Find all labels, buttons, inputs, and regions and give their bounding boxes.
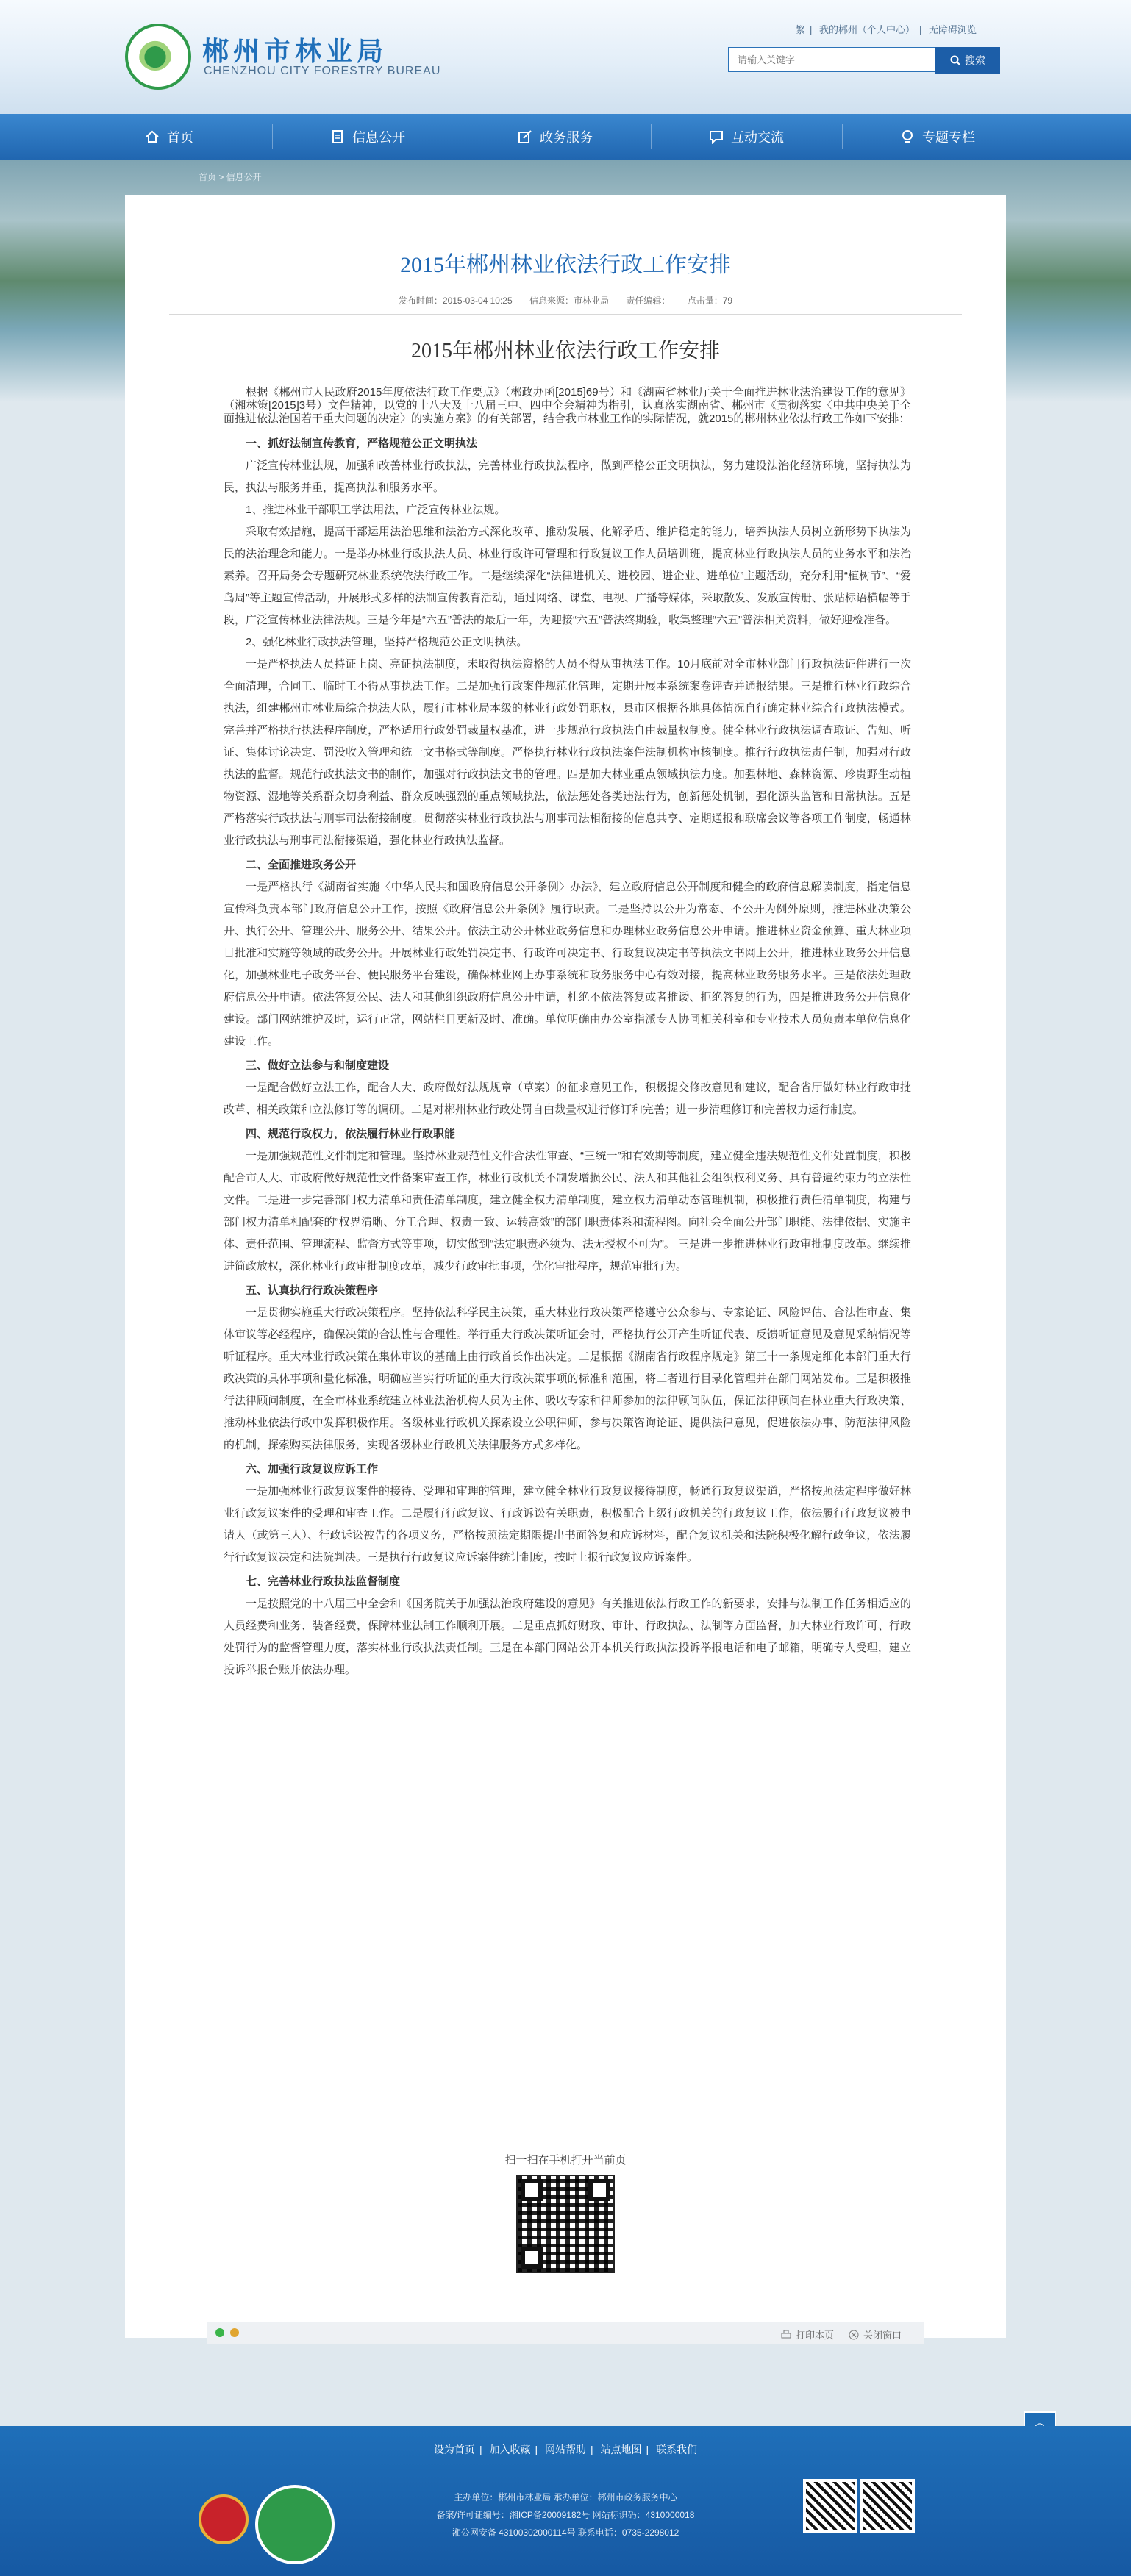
footer-link-help[interactable]: 网站帮助 <box>545 2444 586 2455</box>
article-card <box>125 195 1006 2341</box>
search-button-label: 搜索 <box>965 54 985 66</box>
footer-sponsor: 主办单位：郴州市林业局 承办单位：郴州市政务服务中心 <box>454 2492 677 2502</box>
section-heading: 七、完善林业行政执法监督制度 <box>246 1575 401 1588</box>
main-nav <box>0 114 1131 160</box>
paragraph: 采取有效措施，提高干部运用法治思维和法治方式深化改革、推动发展、化解矛盾、维护稳定的能力，培养执法人员树立新形势下执法为民的法治理念和能力。一是举办林业行政执法人员、林业行政许可管理和行政复议工作人员培训班，提高林业行政执法人员的业务水平和法治素养。召开局务会专题研究林业系统依法行政工作。二是继续深化“法律进机关、进校园、进企业、进单位”主题活动，充分利用“植树节”、“爱鸟周”等主题宣传活动，开展形式多样的法制宣传教育活动，通过网络、课堂、电视、广播等媒体，采取散发、发放宣传册、张贴标语横幅等手段，广泛宣传林业法律法规。三是今年是“六五”普法的最后一年，为迎接“六五”普法终期验，收集整理“六五”普法相关资料，做好迎检准备。 <box>224 526 912 626</box>
close-window-button[interactable] <box>849 2328 902 2341</box>
section-heading: 二、全面推进政务公开 <box>246 859 357 871</box>
traditional-chinese-link[interactable]: 繁 <box>796 24 806 35</box>
nav-info-disclosure[interactable] <box>272 114 463 160</box>
site-header <box>0 0 1131 114</box>
breadcrumb[interactable]: 首页 > 信息公开 <box>199 172 262 182</box>
paragraph: 一是贯彻实施重大行政决策程序。坚持依法科学民主决策，重大林业行政决策严格遵守公众参与、专家论证、风险评估、合法性审查、集体审议等必经程序，确保决策的合法性与合理性。举行重大行政决策听证会时，严格执行公开产生听证代表、反馈听证意见及意见采纳情况等听证程序。重大林业行政决策在集体审议的基础上由行政首长作出决定。二是根据《湖南省行政程序规定》第三十一条规定细化本部门重大行政决策的具体事项和量化标准，明确应当实行听证的重大行政决策事项的标准和范围，将二者进行目录化管理并在部门网站发布。三是积极推行法律顾问制度，在全市林业系统建立林业法治机构人员为主体、吸收专家和律师参加的法律顾问队伍，保证法律顾问在林业重大行政决策、推动林业依法行政中发挥积极作用。各级林业行政机关探索设立公职律师，参与决策咨询论证、提供法律意见，促进依法办事、防范法律风险的机制，探索购买法律服务，实现各级林业行政机关法律服务方式多样化。 <box>224 1306 911 1451</box>
nav-label: 首页 <box>167 130 193 145</box>
nav-special-topics[interactable] <box>842 114 1033 160</box>
paragraph: 广泛宣传林业法规，加强和改善林业行政执法，完善林业行政执法程序，做到严格公正文明执法，努力建设法治化经济环境，坚持执法为民，执法与服务并重，提高执法和服务水平。 <box>224 459 911 494</box>
paragraph: 一是配合做好立法工作，配合人大、政府做好法规规章（草案）的征求意见工作，积极提交修改意见和建议，配合省厅做好林业行政审批改革、相关政策和立法修订等的调研。二是对郴州林业行政处罚自由裁量权进行修订和完善；进一步清理修订和完善权力运行制度。 <box>224 1081 911 1116</box>
close-label: 关闭窗口 <box>863 2330 902 2341</box>
accessibility-link[interactable]: 无障碍浏览 <box>929 24 977 35</box>
section-heading: 一、抓好法制宣传教育，严格规范公正文明执法 <box>246 437 478 450</box>
chat-icon <box>709 129 724 144</box>
divider <box>169 314 962 315</box>
view-count: 点击量：79 <box>687 296 733 306</box>
site-footer <box>0 2426 1131 2576</box>
article-tools <box>207 2322 924 2344</box>
article-meta <box>125 294 1006 307</box>
qr-label: 扫一扫在手机打开当前页 <box>504 2154 627 2167</box>
footer-link-favorite[interactable]: 加入收藏 <box>489 2444 531 2455</box>
site-title[interactable]: 郴州市林业局 <box>202 36 388 66</box>
editor: 责任编辑： <box>626 296 671 306</box>
edit-icon <box>518 129 532 144</box>
search-bar <box>728 47 1006 74</box>
paragraph: 一是按照党的十八届三中全会和《国务院关于加强法治政府建设的意见》有关推进依法行政工作的新要求，安排与法制工作任务相适应的人员经费和业务、装备经费，保障林业法制工作顺利开展。二是重点抓好财政、审计、行政执法、法制等方面监督，加大林业行政许可、行政处罚行为的监督管理力度，落实林业行政执法责任制。三是在本部门网站公开本机关行政执法投诉举报电话和电子邮箱，明确专人受理，建立投诉举报台账并依法办理。 <box>224 1598 911 1676</box>
page-qr-code <box>516 2175 615 2273</box>
nav-label: 专题专栏 <box>922 130 975 145</box>
home-icon <box>145 129 160 144</box>
paragraph: 1、推进林业干部职工学法用法，广泛宣传林业法规。 <box>246 504 506 516</box>
paragraph: 一是加强林业行政复议案件的接待、受理和审理的管理，建立健全林业行政复议接待制度，畅通行政复议渠道，严格按照法定程序做好林业行政复议案件的受理和审查工作。二是履行行政复议、行政诉讼有关职责，积极配合上级行政机关的行政复议工作，依法履行行政复议被申请人（或第三人）、行政诉讼被告的各项义务，严格按照法定期限提出书面答复和应诉材料，配合复议机关和法院积极化解行政争议，依法履行行政复议决定和法院判决。三是执行行政复议应诉案件统计制度，按时上报行政复议应诉案件。 <box>224 1485 911 1564</box>
article-subtitle: 2015年郴州林业依法行政工作安排 <box>410 340 720 362</box>
search-icon <box>950 55 960 65</box>
my-chenzhou-link[interactable]: 我的郴州（个人中心） <box>819 24 916 35</box>
section-heading: 六、加强行政复议应诉工作 <box>246 1463 379 1475</box>
nav-label: 互动交流 <box>731 130 784 145</box>
forestry-logo[interactable] <box>125 24 191 90</box>
section-heading: 四、规范行政权力，依法履行林业行政职能 <box>246 1128 456 1140</box>
section-heading: 三、做好立法参与和制度建设 <box>246 1059 390 1072</box>
nav-label: 信息公开 <box>352 130 405 145</box>
bulb-icon <box>900 129 915 144</box>
print-button[interactable] <box>781 2328 834 2341</box>
info-source: 信息来源：市林业局 <box>529 296 610 306</box>
article-body <box>224 386 911 1681</box>
nav-interaction[interactable] <box>651 114 842 160</box>
search-input[interactable] <box>728 47 936 72</box>
footer-police-record[interactable]: 湘公网安备 43100302000114号 联系电话：0735-2298012 <box>452 2527 679 2538</box>
nav-label: 政务服务 <box>540 130 593 145</box>
site-subtitle: CHENZHOU CITY FORESTRY BUREAU <box>204 65 441 77</box>
paragraph: 一是严格执行《湖南省实施〈中华人民共和国政府信息公开条例〉办法》，建立政府信息公开制度和健全的政府信息解读制度，指定信息宣传科负责本部门政府信息公开工作，按照《政府信息公开条例》履行职责。二是坚持以公开为常态、不公开为例外原则，推进林业决策公开、执行公开、管理公开、服务公开、结果公开。依法主动公开林业政务信息和办理林业政务信息公开申请。推进林业资金预算、重大林业项目批准和实施等领域的政务公开。开展林业行政处罚决定书、行政许可决定书、行政复议决定书等执法文书网上公开，推进林业政务公开信息化，加强林业电子政务平台、便民服务平台建设，确保林业网上办事系统和政务服务中心有效对接，提高林业政务服务水平。三是依法处理政府信息公开申请。依法答复公民、法人和其他组织政府信息公开申请，杜绝不依法答复或者推诿、拒绝答复的行为，四是推进政务公开信息化建设。部门网站维护及时，运行正常，网站栏目更新及时、准确。单位明确由办公室指派专人协同相关科室和专业技术人员负责本单位信息化建设工作。 <box>224 881 911 1048</box>
footer-icp[interactable]: 备案/许可证编号：湘ICP备20009182号 网站标识码：4310000018 <box>436 2510 695 2520</box>
section-heading: 五、认真执行行政决策程序 <box>246 1284 379 1297</box>
paragraph: 2、强化林业行政执法管理，坚持严格规范公正文明执法。 <box>246 636 528 648</box>
paragraph: 一是严格执法人员持证上岗、亮证执法制度，未取得执法资格的人员不得从事执法工作。10月底前对全市林业部门行政执法证件进行一次全面清理，合同工、临时工不得从事执法工作。二是加强行政案件规范化管理，定期开展本系统案卷评查并通报结果。三是推行林业行政综合执法，组建郴州市林业局综合执法大队，履行市林业局本级的林业行政处罚职权，县市区根据各地具体情况自行确定林业综合行政执法模式。完善并严格执行执法程序制度，严格适用行政处罚裁量权基准，进一步规范行政执法自由裁量权制度。健全林业行政执法调查取证、告知、听证、集体讨论决定、罚没收入管理和统一文书格式等制度。严格执行林业行政执法案件法制机构审核制度。推行行政执法责任制，加强对行政执法的监督。规范行政执法文书的制作，加强对行政执法文书的管理。四是加大林业重点领域执法力度。加强林地、森林资源、珍贵野生动植物资源、湿地等关系群众切身利益、群众反映强烈的重点领域执法，依法惩处各类违法行为，创新惩处机制，强化源头监管和日常执法。五是严格落实行政执法与刑事司法衔接制度。贯彻落实林业行政执法与刑事司法相衔接的信息共享、定期通报和联席会议等各项工作制度，畅通林业行政执法与刑事司法衔接渠道，强化林业行政执法监督。 <box>224 658 911 847</box>
footer-qr-code <box>860 2479 915 2533</box>
nav-government-services[interactable] <box>460 114 651 160</box>
share-icons[interactable] <box>215 2328 240 2338</box>
document-icon <box>330 129 345 144</box>
paragraph: 一是加强规范性文件制定和管理。坚持林业规范性文件合法性审查、“三统一”和有效期等制度，建立健全违法规范性文件处置制度，积极配合市人大、市政府做好规范性文件备案审查工作，林业行政机关不制发增损公民、法人和其他社会组织权利义务、具有普遍约束力的立法性文件。二是进一步完善部门权力清单和责任清单制度，建立健全权力清单制度，建立权力清单动态管理机制，积极推行责任清单制度，构建与部门权力清单相配套的“权界清晰、分工合理、权责一致、运转高效”的部门职责体系和流程图。向社会全面公开部门职能、法律依据、实施主体、责任范围、管理流程、监督方式等事项，切实做到“法定职责必须为、法无授权不可为”。 三是进一步推进林业行政审批制度改革。继续推进简政放权，深化林业行政审批制度改革，减少行政审批事项，优化审批程序，规范审批行为。 <box>224 1150 911 1273</box>
close-icon <box>849 2330 859 2340</box>
top-links: 繁 | 我的郴州（个人中心） | 无障碍浏览 <box>796 24 977 35</box>
wechat-icon[interactable] <box>215 2328 225 2338</box>
search-button[interactable] <box>935 47 1000 74</box>
print-label: 打印本页 <box>796 2330 835 2341</box>
footer-link-contact[interactable]: 联系我们 <box>656 2444 698 2455</box>
article-title: 2015年郴州林业依法行政工作安排 <box>400 253 731 277</box>
footer-qr-code <box>803 2479 857 2533</box>
weibo-icon[interactable] <box>229 2328 240 2338</box>
footer-links: 设为首页 | 加入收藏 | 网站帮助 | 站点地图 | 联系我们 <box>433 2444 698 2455</box>
nav-home[interactable] <box>74 114 265 160</box>
footer-link-sitemap[interactable]: 站点地图 <box>600 2444 642 2455</box>
print-icon <box>781 2330 791 2340</box>
footer-link-home[interactable]: 设为首页 <box>433 2444 475 2455</box>
publish-time: 发布时间：2015-03-04 10:25 <box>398 296 513 306</box>
paragraph: 根据《郴州市人民政府2015年度依法行政工作要点》（郴政办函[2015]69号）和《湖南省林业厅关于全面推进林业法治建设工作的意见》（湘林策[2015]3号）文件精神，以党的十八大及十八届三中、四中全会精神为指引，认真落实湖南省、郴州市《贯彻落实〈中共中央关于全面推进依法治国若干重大问题的决定〉的实施方案》的有关部署，结合我市林业工作的实际情况，就2015的郴州林业依法行政工作如下安排： <box>224 386 911 425</box>
